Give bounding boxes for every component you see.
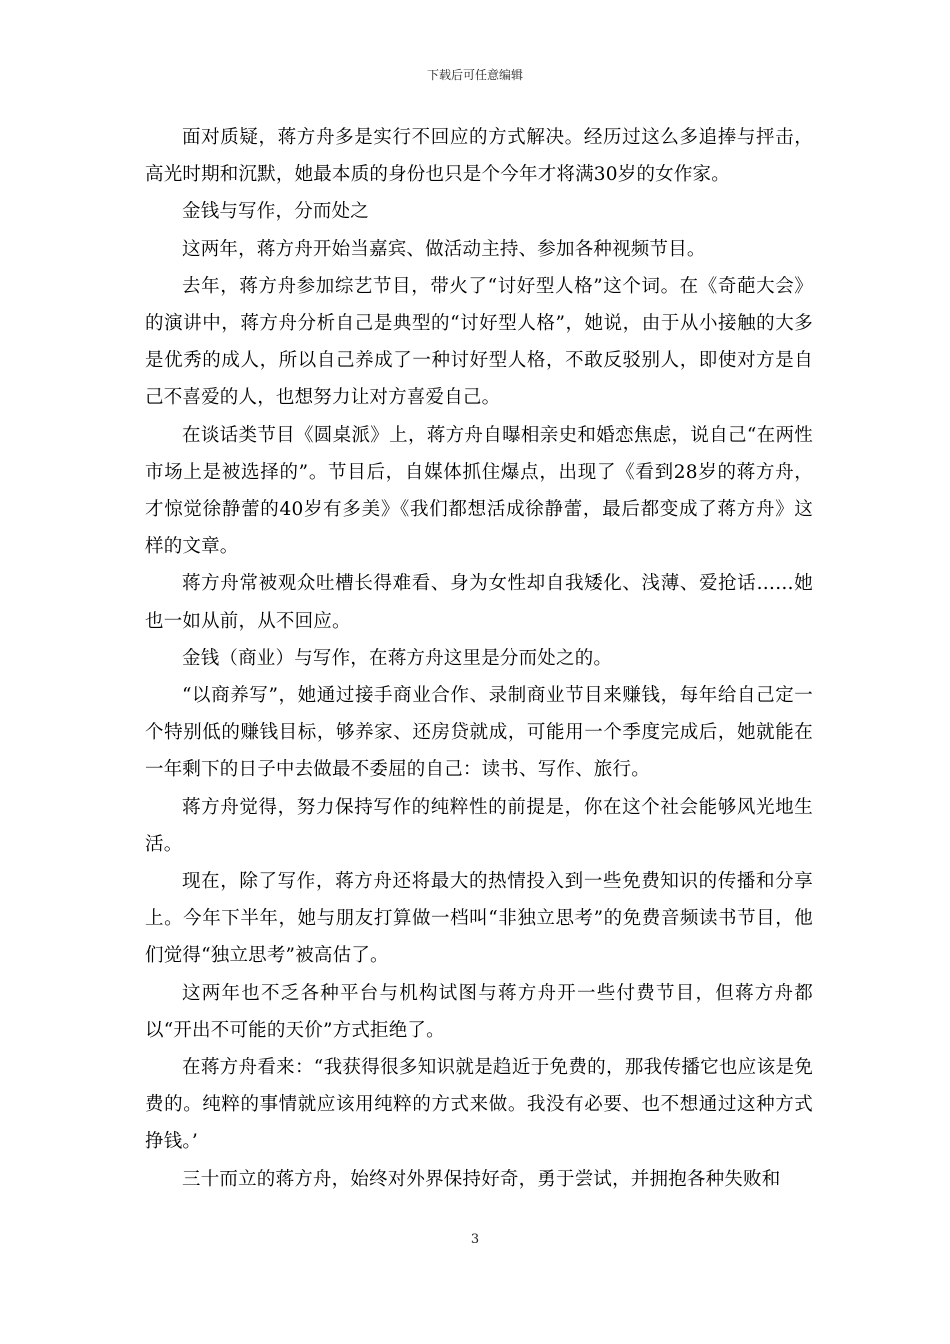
section-heading: 金钱与写作，分而处之 (182, 201, 370, 223)
paragraph: “以商养写”，她通过接手商业合作、录制商业节目来赚钱，每年给自己定一个特别低的赚钱目标，够养家、还房贷就成，可能用一个季度完成后，她就能在一年剩下的日子中去做最不委屈的自己：读书、写作、旅行。 (145, 685, 813, 781)
paragraph: 金钱（商业）与写作，在蒋方舟这里是分而处之的。 (182, 647, 613, 669)
paragraph: 在蒋方舟看来：“我获得很多知识就是趋近于免费的，那我传播它也应该是免费的。纯粹的事情就应该用纯粹的方式来做。我没有必要、也不想通过这种方式挣钱。’ (145, 1057, 813, 1153)
paragraph: 现在，除了写作，蒋方舟还将最大的热情投入到一些免费知识的传播和分享上。今年下半年，她与朋友打算做一档叫“非独立思考”的免费音频读书节目，他们觉得“独立思考”被高估了。 (145, 871, 813, 967)
page-header: 下载后可任意编辑 (426, 68, 523, 82)
paragraph: 去年，蒋方舟参加综艺节目，带火了“讨好型人格”这个词。在《奇葩大会》的演讲中，蒋方舟分析自己是典型的“讨好型人格”，她说，由于从小接触的大多是优秀的成人，所以自己养成了一种讨好型人格，不敢反驳别人，即使对方是自己不喜爱的人，也想努力让对方喜爱自己。 (145, 275, 813, 409)
page-number: 3 (470, 1232, 480, 1247)
paragraph: 这两年，蒋方舟开始当嘉宾、做活动主持、参加各种视频节目。 (182, 238, 706, 260)
paragraph: 三十而立的蒋方舟，始终对外界保持好奇，勇于尝试，并拥抱各种失败和 (182, 1168, 781, 1190)
paragraph: 面对质疑，蒋方舟多是实行不回应的方式解决。经历过这么多追捧与抨击，高光时期和沉默，她最本质的身份也只是个今年才将满30岁的女作家。 (145, 127, 813, 186)
paragraph: 蒋方舟觉得，努力保持写作的纯粹性的前提是，你在这个社会能够风光地生活。 (145, 796, 813, 855)
document-body (145, 119, 813, 1198)
paragraph: 这两年也不乏各种平台与机构试图与蒋方舟开一些付费节目，但蒋方舟都以“开出不可能的天价”方式拒绝了。 (145, 982, 813, 1041)
paragraph: 在谈话类节目《圆桌派》上，蒋方舟自曝相亲史和婚恋焦虑，说自己“在两性市场上是被选择的”。节目后，自媒体抓住爆点，出现了《看到28岁的蒋方舟，才惊觉徐静蕾的40岁有多美》《我们都想活成徐静蕾，最后都变成了蒋方舟》这样的文章。 (145, 424, 813, 558)
paragraph: 蒋方舟常被观众吐槽长得难看、身为女性却自我矮化、浅薄、爱抢话……她也一如从前，从不回应。 (145, 573, 813, 632)
